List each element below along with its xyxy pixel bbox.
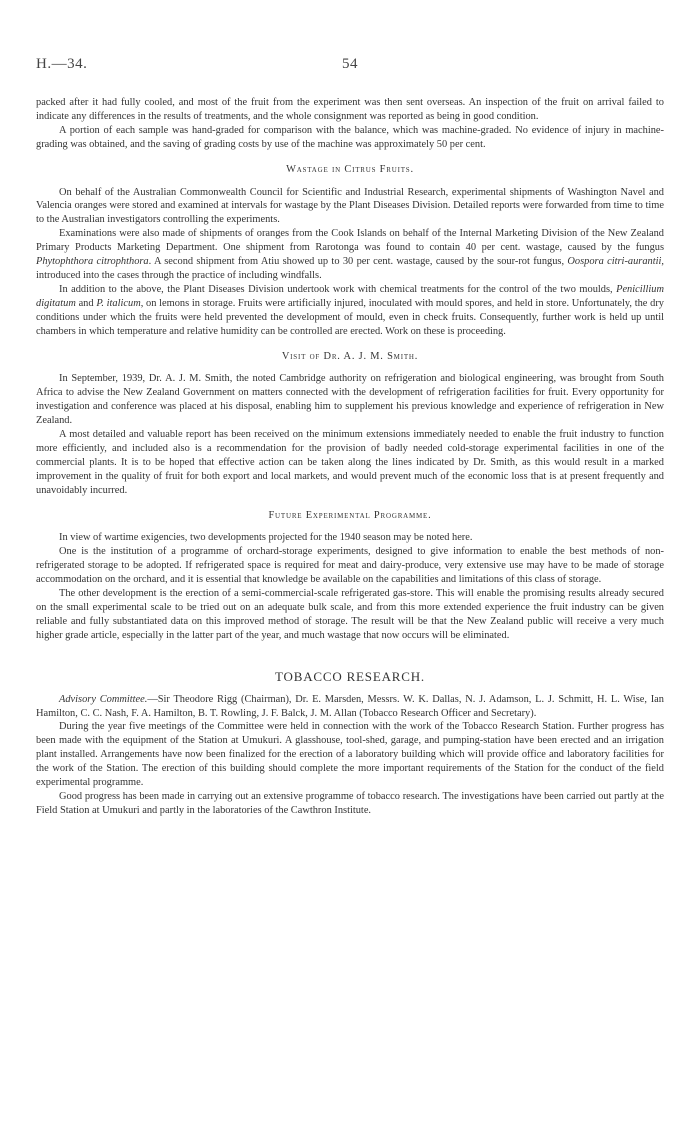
paragraph: In view of wartime exigencies, two developments projected for the 1940 season may be noted here.	[59, 532, 473, 544]
page-number: 54	[342, 56, 358, 72]
document-reference: H.—34.	[36, 56, 88, 72]
section-heading-citrus: Wastage in Citrus Fruits.	[286, 163, 414, 175]
paragraph: Good progress has been made in carrying out an extensive programme of tobacco research. The investigations have been carried out partly at the Field Station at Umukuri and partly in the laboratories of the Cawthron Institute.	[36, 790, 664, 816]
paragraph: During the year five meetings of the Committee were held in connection with the work of the Tobacco Research Station. Further progress has been made with the equipment of the Station at Umukuri. A glasshouse, tool-shed, garage, and pumping-station have been erected and an irrigation plant installed. Arrangements have now been finalized for the erection of a laboratory building which will provide office and laboratory facilities for the work of the Station. The erection of this building should complete the more important requirements of the Station for the conduct of the field experimental programme.	[36, 721, 664, 789]
paragraph: A most detailed and valuable report has been received on the minimum extensions immediately needed to enable the fruit industry to function more efficiently, and included also is a recommendation for the provision of badly needed cold-storage experimental facilities in one of the commercial plants. It is to be hoped that effective action can be taken along the lines indicated by Dr. Smith, as this would result in a marked improvement in the quality of fruit for both export and local markets, and would prevent much of the economic loss that is at present frequently and unavoidably incurred.	[36, 429, 664, 496]
paragraph: packed after it had fully cooled, and most of the fruit from the experiment was then sent overseas. An inspection of the fruit on arrival failed to indicate any differences in the results of treatments, and the whole consignment was reported as being in good condition.	[36, 97, 664, 122]
paragraph: A portion of each sample was hand-graded for comparison with the balance, which was machine-graded. No evidence of injury in machine-grading was obtained, and the saving of grading costs by use of the machine was approximately 50 per cent.	[36, 124, 664, 150]
section-heading-tobacco: TOBACCO RESEARCH.	[275, 668, 425, 684]
paragraph: Advisory Committee.—Sir Theodore Rigg (Chairman), Dr. E. Marsden, Messrs. W. K. Dallas, N. J. Adamson, L. J. Schmitt, H. L. Wise, Ian Hamilton, C. C. Nash, F. A. Hamilton, B. T. Rowling, J. F. Balck, J. M. Allan (Tobacco Research Officer and Secretary).	[36, 693, 664, 719]
paragraph: The other development is the erection of a semi-commercial-scale refrigerated gas-store. This will enable the promising results already secured on the small experimental scale to be tried out on an adequate bulk scale, and from this more extended experience the fruit industry can be given reliable and fully substantiated data on this improved method of storage. The result will be that the New Zealand public will receive a very much higher grade article, especially in the latter part of the year, and much wastage that now occurs will be eliminated.	[36, 588, 664, 641]
paragraph: Examinations were also made of shipments of oranges from the Cook Islands on behalf of the Internal Marketing Division of the New Zealand Primary Products Marketing Department. One shipment from Rarotonga was found to contain 40 per cent. wastage, caused by the fungus Phytophthora citrophthora. A second shipment from Atiu showed up to 30 per cent. wastage, caused by the sour-rot fungus, Oospora citri-aurantii, introduced into the cases through the practice of including windfalls.	[36, 228, 664, 281]
paragraph: One is the institution of a programme of orchard-storage experiments, designed to give information to enable the best methods of non-refrigerated storage to be adopted. If refrigerated space is required for meat and dairy-produce, very extensive use may have to be made of storage accommodation on the orchard, and it is essential that knowledge be available on the capabilities and limitations of this class of storage.	[36, 546, 664, 586]
paragraph: In addition to the above, the Plant Diseases Division undertook work with chemical treatments for the control of the two moulds, Penicillium digitatum and P. italicum, on lemons in storage. Fruits were artificially injured, inoculated with mould spores, and held in store. Unfortunately, the dry conditions under which the fruits were held prevented the development of mould, even in check fruits. Consequently, further work is held up until chambers in which temperature and relative humidity can be controlled are erected. Work on these is proceeding.	[36, 283, 664, 337]
document-body	[36, 96, 664, 818]
paragraph: In September, 1939, Dr. A. J. M. Smith, the noted Cambridge authority on refrigeration and biological engineering, was brought from South Africa to advise the New Zealand Government on matters connected with the development of refrigeration facilities for fruit. Every opportunity for investigation and conference was placed at his disposal, enabling him to supplement his previous knowledge and experience of refrigeration in New Zealand.	[36, 373, 664, 427]
paragraph: On behalf of the Australian Commonwealth Council for Scientific and Industrial Research, experimental shipments of Washington Navel and Valencia oranges were stored and examined at intervals for wastage by the Plant Diseases Division. Detailed reports were forwarded from time to time to the Australian investigators controlling the experiments.	[36, 186, 664, 226]
section-heading-smith: Visit of Dr. A. J. M. Smith.	[281, 350, 419, 362]
section-heading-future: Future Experimental Programme.	[268, 509, 432, 521]
